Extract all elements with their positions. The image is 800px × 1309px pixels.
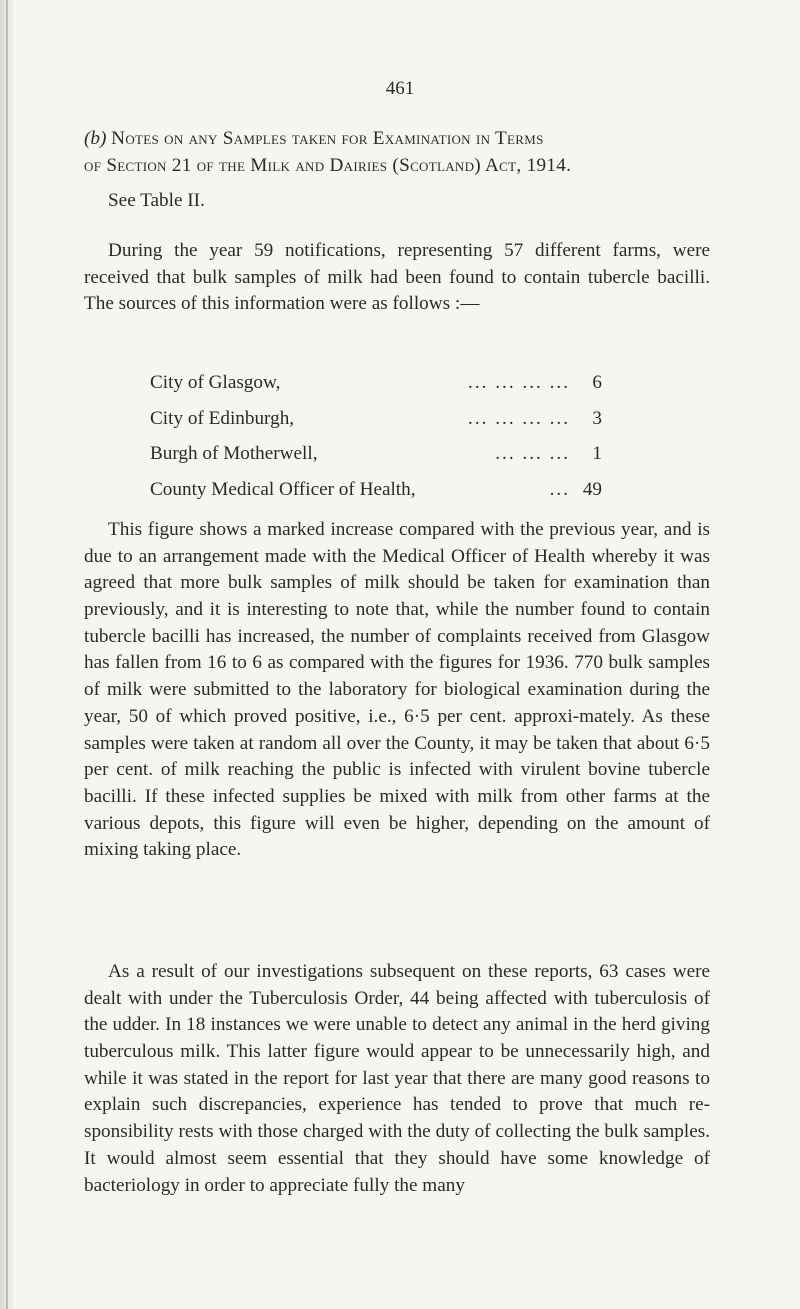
source-count: 6 [592,372,602,393]
section-heading [84,126,710,179]
section-heading-line1: Notes on any Samples taken for Examination in Terms [111,128,544,149]
paragraph-investigations: As a result of our investigations subsequent on these reports, 63 cases were dealt with under the Tuberculosis Order, 44 being affected with tuberculosis of the udder. In 18 instances we were unable to detect any animal in the herd giving tuberculous milk. This latter figure would appear to be unnecessarily high, and while it was stated in the report for last year that there are many good reasons to explain such discrepancies, experience has tended to prove that much re-sponsibility rests with those charged with the duty of collecting the bulk samples. It would almost seem essential that they should have some knowledge of bacteriology in order to appreciate fully the many [84,961,710,1196]
paragraph-increase: This figure shows a marked increase compared with the previous year, and is due to an arrangement made with the Medical Officer of Health whereby it was agreed that more bulk samples of milk should be taken for examination than previously, and it is interesting to note that, while the number found to contain tubercle bacilli has increased, the number of complaints received from Glasgow has fallen from 16 to 6 as compared with the figures for 1936. 770 bulk samples of milk were submitted to the laboratory for biological examination during the year, 50 of which proved positive, i.e., 6·5 per cent. approxi-mately. As these samples were taken at random all over the County, it may be taken that about 6·5 per cent. of milk reaching the public is infected with virulent bovine tubercle bacilli. If these infected supplies be mixed with milk from other farms at the various depots, this figure will even be higher, depending on the amount of mixing taking place. [84,519,710,861]
source-count: 3 [592,407,602,429]
sources-list [150,372,602,514]
section-label: (b) [84,128,107,149]
list-item [150,479,602,515]
list-item [150,408,602,444]
leader-dots: ... [549,478,570,500]
section-heading-line2: of Section 21 of the Milk and Dairies (Scotland) Act, 1914. [84,154,572,176]
leader-dots: ... ... ... ... [468,372,570,393]
leader-dots: ... ... ... ... [468,407,570,429]
see-table-note: See Table II. [108,190,205,211]
page-number: 461 [385,78,415,99]
source-label: County Medical Officer of Health, [150,478,416,500]
source-label: City of Edinburgh, [150,407,295,429]
source-label: Burgh of Motherwell, [150,443,318,464]
source-count: 1 [592,443,602,464]
list-item [150,443,602,479]
list-item [150,372,602,408]
leader-dots: ... ... ... [495,443,570,464]
paragraph-notifications: During the year 59 notifications, representing 57 different farms, were received that bulk samples of milk had been found to contain tubercle bacilli. The sources of this information were as follows :— [84,240,710,315]
source-label: City of Glasgow, [150,372,281,393]
source-count: 49 [582,478,602,500]
page-spine-line [6,0,8,1309]
